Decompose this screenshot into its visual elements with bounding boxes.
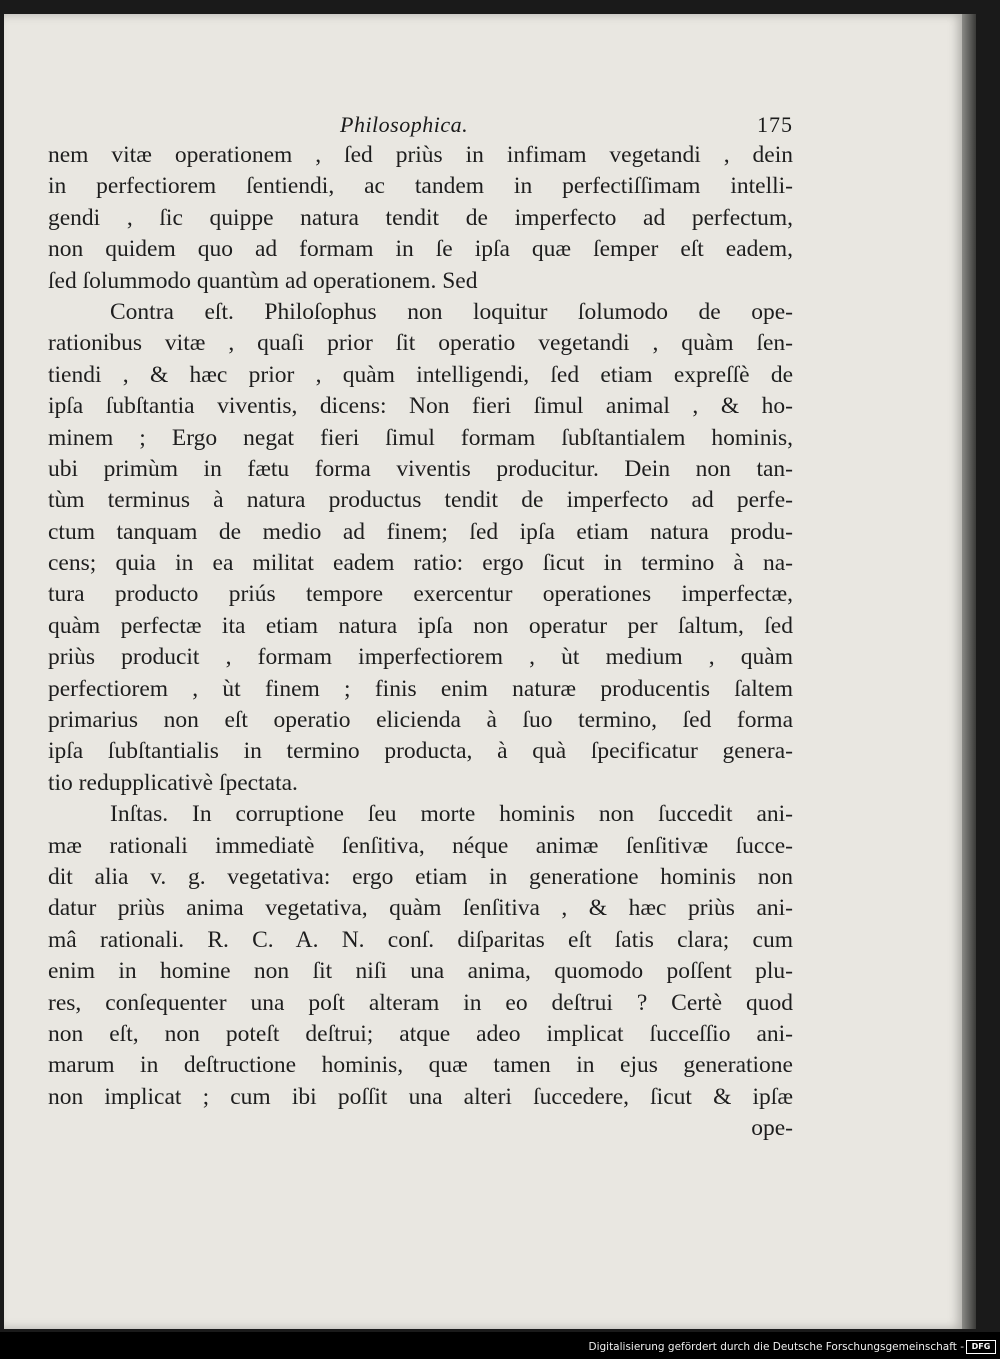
funding-notice: Digitalisierung gefördert durch die Deutsche Forschungsgemeinschaft - <box>588 1341 964 1353</box>
text-line: nem vitæ operationem , ſed priùs in infimam vegetandi , dein <box>48 142 793 168</box>
text-line: minem ; Ergo negat fieri ſimul formam ſubſtantialem hominis, <box>48 424 793 451</box>
text-line: non quidem quo ad formam in ſe ipſa quæ ſemper eſt eadem, <box>48 236 793 263</box>
text-line: ipſa ſubſtantialis in termino producta, à quà ſpecificatur genera- <box>48 738 793 765</box>
page-header <box>48 112 793 142</box>
text-line: priùs producit , formam imperfectiorem , ùt medium , quàm <box>48 644 793 671</box>
text-line: mæ rationali immediatè ſenſitiva, néque animæ ſenſitivæ ſucce- <box>48 832 793 859</box>
body-text <box>48 140 793 1145</box>
text-line: mâ rationali. R. C. A. N. conſ. diſparitas eſt ſatis clara; cum <box>48 926 793 953</box>
text-line: tio redupplicativè ſpectata. <box>48 769 298 796</box>
text-line: dit alia v. g. vegetativa: ergo etiam in generatione hominis non <box>48 863 793 890</box>
text-line: rationibus vitæ , quaſi prior ſit operatio vegetandi , quàm ſen- <box>48 330 793 357</box>
dfg-logo: DFG <box>966 1340 996 1354</box>
text-line: enim in homine non ſit niſi una anima, quomodo poſſent plu- <box>48 958 793 985</box>
text-line: ſed ſolummodo quantùm ad operationem. Sed <box>48 267 478 294</box>
text-line: ipſa ſubſtantia viventis, dicens: Non fieri ſimul animal , & ho- <box>48 393 793 420</box>
text-line: ope- <box>751 1115 793 1142</box>
page-edge <box>962 14 976 1329</box>
text-line: marum in deſtructione hominis, quæ tamen in ejus generatione <box>48 1052 793 1079</box>
text-line: ubi primùm in fætu forma viventis producitur. Dein non tan- <box>48 455 793 482</box>
footer-bar <box>0 1332 1000 1359</box>
text-line: cens; quia in ea militat eadem ratio: ergo ſicut in termino à na- <box>48 550 793 577</box>
text-line: quàm perfectæ ita etiam natura ipſa non operatur per ſaltum, ſed <box>48 612 793 639</box>
text-line: gendi , ſic quippe natura tendit de imperfecto ad perfectum, <box>48 204 793 231</box>
text-line: Contra eſt. Philoſophus non loquitur ſolumodo de ope- <box>110 298 793 325</box>
text-line: Inſtas. In corruptione ſeu morte hominis non ſuccedit ani- <box>110 801 793 828</box>
page-number: 175 <box>757 112 793 137</box>
text-line: non implicat ; cum ibi poſſit una alteri ſuccedere, ſicut & ipſæ <box>48 1083 793 1110</box>
running-head: Philosophica. <box>340 112 469 137</box>
text-line: datur priùs anima vegetativa, quàm ſenſitiva , & hæc priùs ani- <box>48 895 793 922</box>
text-line: tùm terminus à natura productus tendit de imperfecto ad perfe- <box>48 487 793 514</box>
text-line: non eſt, non poteſt deſtrui; atque adeo implicat ſucceſſio ani- <box>48 1020 793 1047</box>
text-line: primarius non eſt operatio elicienda à ſuo termino, ſed forma <box>48 707 793 734</box>
text-line: tura producto priús tempore exercentur operationes imperfectæ, <box>48 581 793 608</box>
text-line: perfectiorem , ùt finem ; finis enim naturæ producentis ſaltem <box>48 675 793 702</box>
text-line: res, conſequenter una poſt alteram in eo deſtrui ? Certè quod <box>48 989 793 1016</box>
text-line: ctum tanquam de medio ad finem; ſed ipſa etiam natura produ- <box>48 518 793 545</box>
text-line: in perfectiorem ſentiendi, ac tandem in perfectiſſimam intelli- <box>48 173 793 200</box>
text-line: tiendi , & hæc prior , quàm intelligendi, ſed etiam expreſſè de <box>48 361 793 388</box>
